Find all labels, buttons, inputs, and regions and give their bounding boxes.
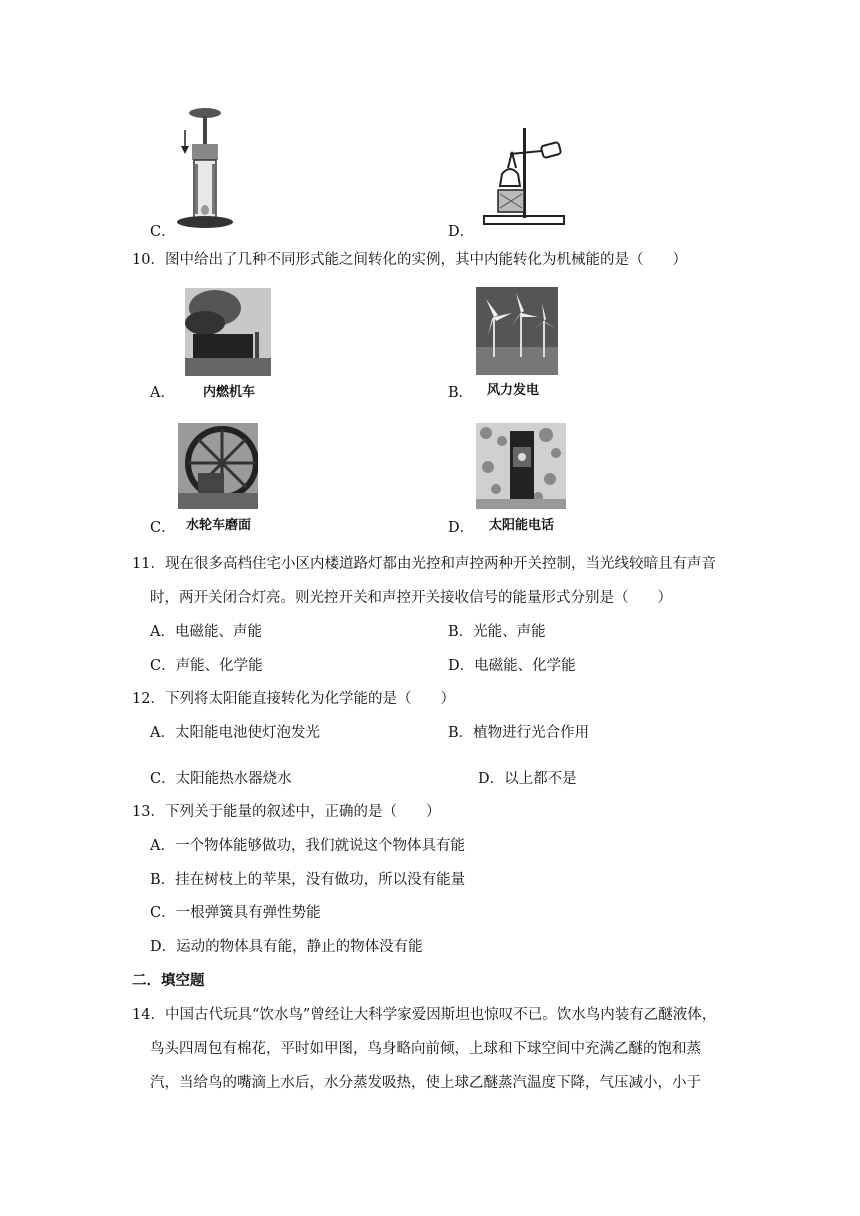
q13-stem: 13．下列关于能量的叙述中，正确的是（ ）: [132, 804, 441, 820]
q10-option-a-letter: A．: [150, 385, 175, 401]
q11-option-a: A．电磁能、声能: [150, 624, 262, 640]
q10-option-d-letter: D．: [448, 520, 475, 536]
q11-option-d: D．电磁能、化学能: [448, 658, 576, 674]
q12-option-b: B．植物进行光合作用: [448, 725, 590, 741]
q9-option-d-label: D．: [448, 224, 475, 240]
wind-power-photo: [476, 287, 558, 375]
q12-stem: 12．下列将太阳能直接转化为化学能的是（ ）: [132, 691, 455, 707]
waterwheel-mill-photo: [178, 423, 258, 509]
q14-line1: 14．中国古代玩具“饮水鸟”曾经让大科学家爱因斯坦也惊叹不已。饮水鸟内装有乙醚液体，: [132, 1007, 717, 1023]
internal-combustion-locomotive-photo: [185, 288, 271, 376]
q11-stem-line2: 时，两开关闭合灯亮。则光控开关和声控开关接收信号的能量形式分别是（ ）: [150, 590, 672, 606]
q12-option-d: D．以上都不是: [478, 771, 577, 787]
q14-line3: 汽，当给鸟的嘴滴上水后，水分蒸发吸热，使上球乙醚蒸汽温度下降，气压减小，小于: [150, 1075, 701, 1091]
q10-option-c-caption: 水轮车磨面: [186, 518, 252, 533]
section-title-fill-in: 二．填空题: [132, 973, 205, 989]
q13-option-b: B．挂在树枝上的苹果，没有做功，所以没有能量: [150, 872, 466, 888]
q11-stem-line1: 11．现在很多高档住宅小区内楼道路灯都由光控和声控两种开关控制，当光线较暗且有声音: [132, 556, 716, 572]
q11-option-b: B．光能、声能: [448, 624, 546, 640]
q10-option-d-caption: 太阳能电话: [489, 518, 555, 533]
q10-stem: 10．图中给出了几种不同形式能之间转化的实例，其中内能转化为机械能的是（ ）: [132, 252, 687, 268]
solar-phone-photo: [476, 423, 566, 509]
q9-option-c-label: C．: [150, 224, 176, 240]
q12-option-a: A．太阳能电池使灯泡发光: [150, 725, 320, 741]
q10-option-c-letter: C．: [150, 520, 176, 536]
q13-option-a: A．一个物体能够做功，我们就说这个物体具有能: [150, 838, 465, 854]
q14-line2: 鸟头四周包有棉花，平时如甲图，鸟身略向前倾，上球和下球空间中充满乙醚的饱和蒸: [150, 1041, 701, 1057]
q9-figure-d-heating-apparatus: [480, 124, 570, 228]
q13-option-d: D．运动的物体具有能，静止的物体没有能: [150, 939, 423, 955]
q12-option-c: C．太阳能热水器烧水: [150, 771, 292, 787]
q10-option-a-caption: 内燃机车: [203, 385, 256, 400]
q10-option-b-letter: B．: [448, 385, 474, 401]
q13-option-c: C．一根弹簧具有弹性势能: [150, 905, 321, 921]
q10-option-b-caption: 风力发电: [487, 383, 540, 398]
q9-figure-c-air-piston: [170, 102, 240, 232]
q11-option-c: C．声能、化学能: [150, 658, 263, 674]
